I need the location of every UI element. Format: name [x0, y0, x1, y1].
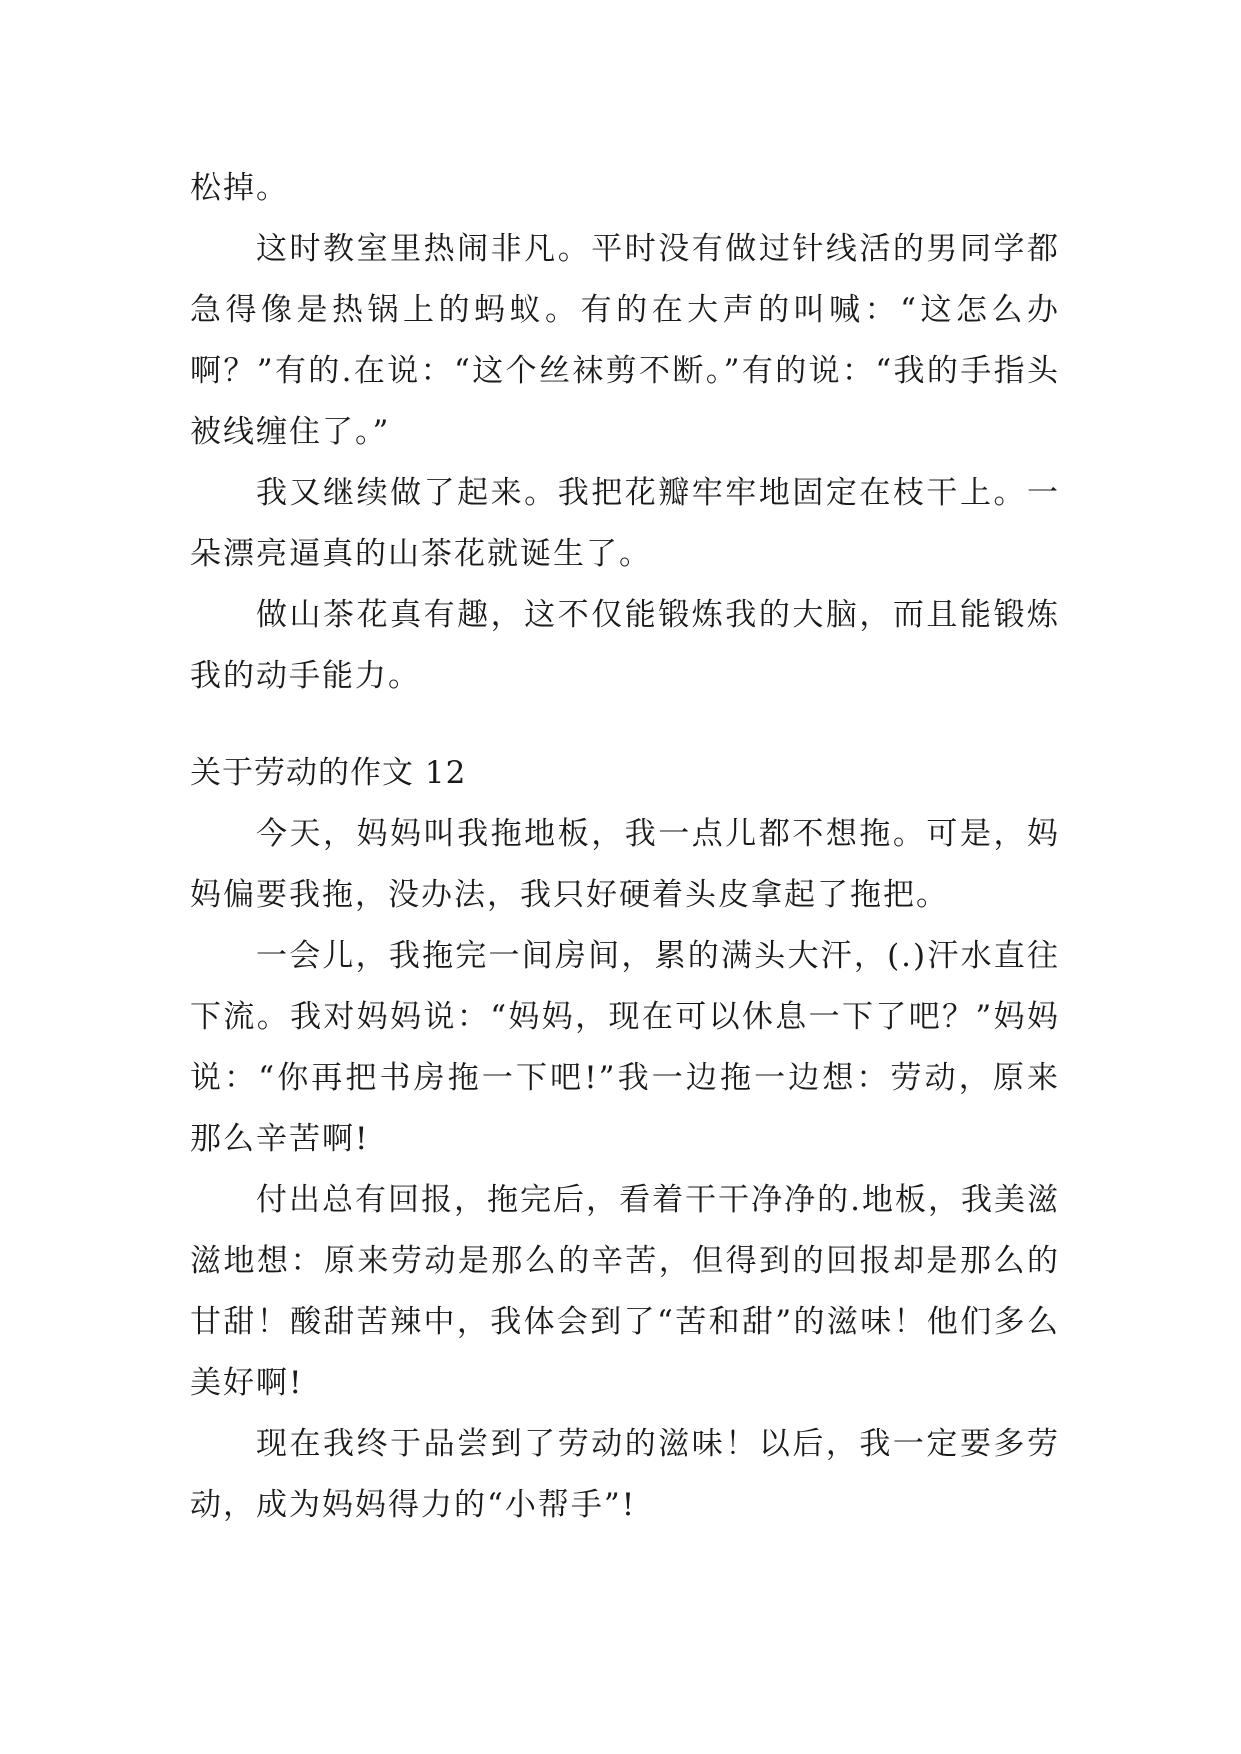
paragraph-sweat: 一会儿，我拖完一间房间，累的满头大汗，(.)汗水直往下流。我对妈妈说：“妈妈，现在可以休息一下了吧？”妈妈说：“你再把书房拖一下吧!”我一边拖一边想：劳动，原来那么辛苦啊! [190, 938, 1060, 1157]
paragraph-ending: 现在我终于品尝到了劳动的滋味！以后，我一定要多劳动，成为妈妈得力的“小帮手”! [190, 1426, 1060, 1523]
paragraph-reward: 付出总有回报，拖完后，看着干干净净的.地板，我美滋滋地想：原来劳动是那么的辛苦，但得到的回报却是那么的甘甜！酸甜苦辣中，我体会到了“苦和甜”的滋味！他们多么美好啊! [190, 1182, 1060, 1401]
paragraph-mop-floor: 今天，妈妈叫我拖地板，我一点儿都不想拖。可是，妈妈偏要我拖，没办法，我只好硬着头皮拿起了拖把。 [190, 816, 1060, 913]
paragraph-flower-made: 我又继续做了起来。我把花瓣牢牢地固定在枝干上。一朵漂亮逼真的山茶花就诞生了。 [190, 475, 1060, 572]
document-body [190, 158, 1060, 1536]
paragraph-conclusion: 做山茶花真有趣，这不仅能锻炼我的大脑，而且能锻炼我的动手能力。 [190, 597, 1060, 694]
paragraph-classroom: 这时教室里热闹非凡。平时没有做过针线活的男同学都急得像是热锅上的蚂蚁。有的在大声的叫喊：“这怎么办啊？”有的.在说：“这个丝袜剪不断。”有的说：“我的手指头被线缠住了。” [190, 231, 1060, 450]
essay-title: 关于劳动的作文 12 [190, 755, 467, 791]
paragraph-continuation: 松掉。 [190, 170, 289, 206]
